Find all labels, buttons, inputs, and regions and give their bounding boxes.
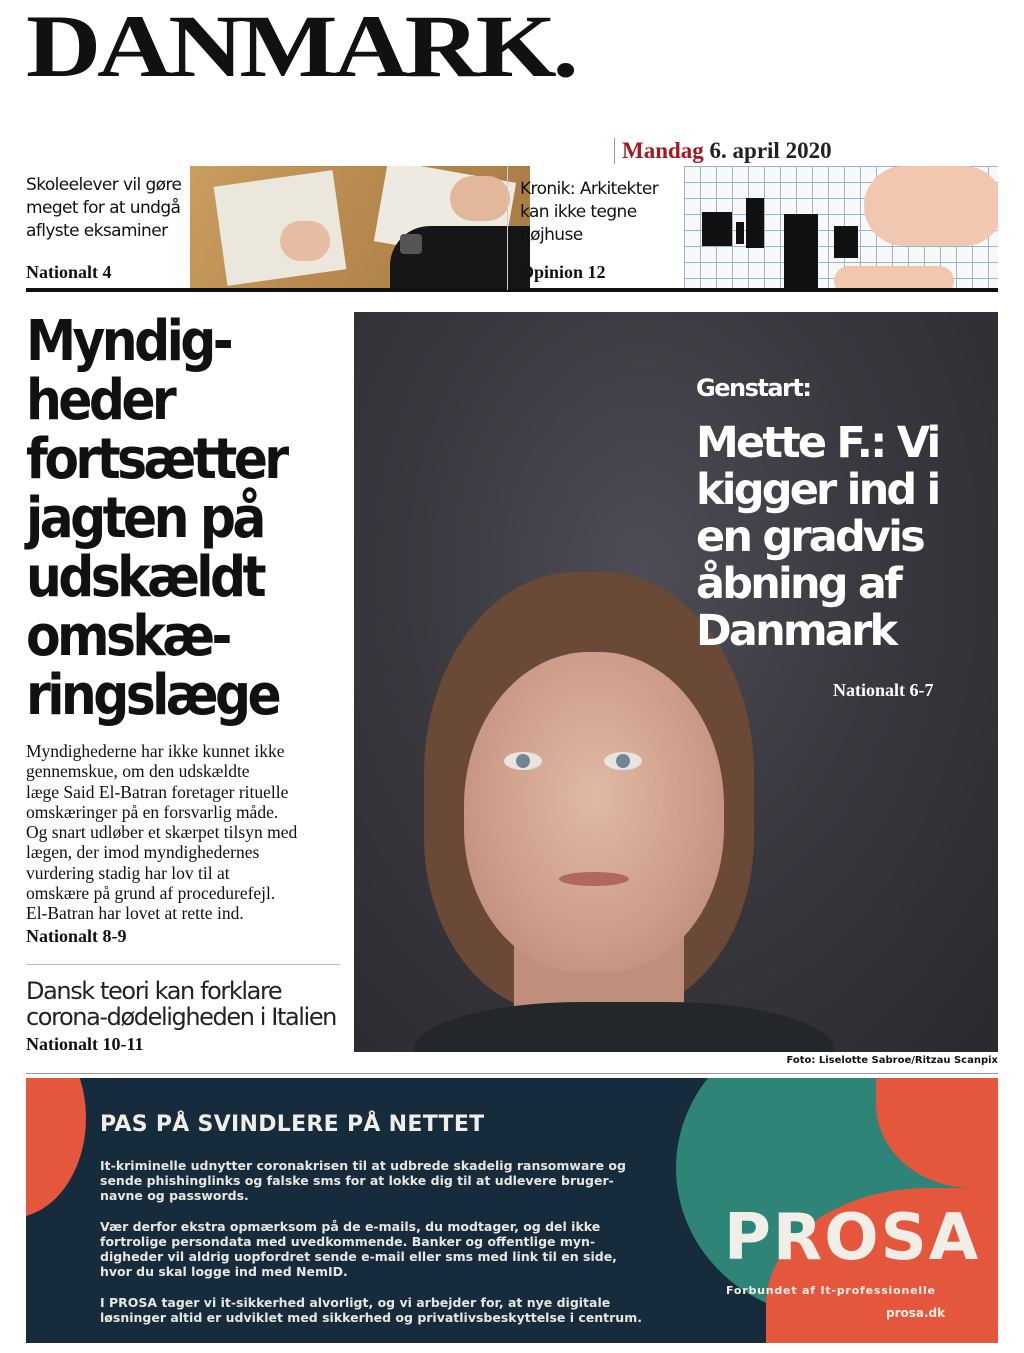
body-line: Myndighederne har ikke kunnet ikke: [26, 741, 285, 761]
ad-title: PAS PÅ SVINDLERE PÅ NETTET: [100, 1112, 485, 1137]
dateline: [614, 138, 832, 164]
photo-headline-line: Mette F.: Vi: [696, 418, 939, 468]
body-line: lægen, der imod myndighedernes: [26, 842, 260, 863]
image-building: [834, 226, 858, 258]
prosa-url-link[interactable]: prosa.dk: [886, 1306, 946, 1320]
teaser-strip: [26, 166, 998, 292]
body-line: gennemskue, om den udskældte: [26, 761, 250, 782]
teaser-line: kan ikke tegne: [520, 202, 637, 222]
ad-paragraph: [100, 1158, 640, 1203]
headline-line: Myndig-: [26, 309, 231, 374]
headline-line: omskæ-: [26, 604, 229, 669]
photo-jacket: [414, 1002, 834, 1052]
image-paper: [214, 170, 347, 286]
ad-paragraph: [100, 1219, 640, 1279]
body-line: omskæringer på en forsvarlig måde.: [26, 801, 279, 822]
ad-shape: [26, 1078, 86, 1218]
lead-ref: Nationalt 8-9: [26, 926, 127, 946]
image-building: [702, 212, 732, 246]
image-watch: [400, 234, 422, 254]
photo-eye: [504, 752, 542, 770]
secondary-headline[interactable]: [26, 978, 346, 1030]
section-divider: [26, 964, 340, 965]
teaser-architects-text[interactable]: [520, 178, 680, 247]
teaser-exams-ref: Nationalt 4: [26, 262, 112, 282]
photo-story-ref: Nationalt 6-7: [833, 680, 934, 700]
teaser-divider: [507, 166, 508, 290]
secondary-ref: Nationalt 10-11: [26, 1034, 144, 1054]
prosa-logo[interactable]: PROSA: [724, 1201, 981, 1275]
photo-mouth: [559, 872, 629, 886]
body-line: Og snart udløber et skærpet tilsyn med: [26, 822, 298, 843]
body-line: vurdering stadig har lov til at: [26, 862, 230, 883]
photo-headline-line: kigger ind i: [696, 465, 939, 515]
teaser-exams-image[interactable]: [190, 166, 530, 288]
secondary-line: Dansk teori kan forklare: [26, 977, 282, 1005]
teaser-line: Kronik: Arkitekter: [520, 179, 659, 199]
ad-paragraph: [100, 1295, 640, 1325]
body-line: El-Batran har lovet at rette ind.: [26, 903, 244, 924]
teaser-exams-text[interactable]: [26, 174, 191, 243]
teaser-line: meget for at undgå: [26, 198, 181, 218]
ad-line: Vær derfor ekstra opmærksom på de e-mails, du modtager, og del ikke: [100, 1219, 601, 1234]
lead-body: [26, 741, 326, 924]
teaser-line: højhuse: [520, 225, 583, 245]
headline-line: ringslæge: [26, 663, 279, 728]
secondary-line: corona-dødeligheden i Italien: [26, 1003, 336, 1031]
teaser-line: Skoleelever vil gøre: [26, 175, 182, 195]
headline-line: heder: [26, 368, 174, 433]
teaser-architects-image[interactable]: [684, 166, 998, 288]
ad-line: løsninger altid er udviklet med sikkerhed og privatlivsbeskyttelse i centrum.: [100, 1310, 642, 1325]
image-hand: [834, 266, 954, 288]
photo-credit: Foto: Liselotte Sabroe/Ritzau Scanpix: [786, 1055, 998, 1066]
image-building: [736, 222, 744, 244]
photo-face: [464, 652, 724, 972]
headline-line: jagten på: [26, 486, 263, 551]
photo-story-headline[interactable]: [696, 420, 996, 655]
image-building: [746, 198, 764, 248]
ad-line: I PROSA tager vi it-sikkerhed alvorligt, og vi arbejder for, at nye digitale: [100, 1295, 611, 1310]
photo-headline-line: en gradvis: [696, 512, 923, 562]
image-building: [784, 214, 818, 288]
teaser-architects-ref: Opinion 12: [520, 262, 606, 282]
image-hand: [450, 176, 510, 221]
photo-eye: [604, 752, 642, 770]
teaser-line: aflyste eksaminer: [26, 221, 168, 241]
dateline-date: 6. april 2020: [709, 138, 832, 163]
photo-headline-line: Danmark: [696, 606, 896, 656]
photo-headline-line: åbning af: [696, 559, 901, 609]
ad-line: It-kriminelle udnytter coronakrisen til at udbrede skadelig ransomware og: [100, 1158, 626, 1173]
ad-line: navne og passwords.: [100, 1188, 249, 1203]
dateline-day: Mandag: [622, 138, 704, 163]
photo-story-kicker: Genstart:: [696, 374, 811, 402]
masthead[interactable]: DANMARK.: [26, 0, 575, 96]
ad-divider: [26, 1073, 998, 1074]
ad-line: digheder vil aldrig uopfordret sende e-mail eller sms med link til en side,: [100, 1249, 617, 1264]
body-line: læge Said El-Batran foretager rituelle: [26, 781, 289, 802]
image-hand: [864, 166, 998, 246]
ad-line: sende phishinglinks og falske sms for at lokke dig til at udlevere bruger-: [100, 1173, 614, 1188]
headline-line: fortsætter: [26, 427, 286, 492]
image-hand: [280, 221, 330, 261]
headline-line: udskældt: [26, 545, 263, 610]
ad-line: fortrolige persondata med uvedkommende. Banker og offentlige myn-: [100, 1234, 596, 1249]
advertisement[interactable]: [26, 1078, 998, 1343]
lead-headline[interactable]: [26, 309, 314, 728]
ad-line: hvor du skal logge ind med NemID.: [100, 1264, 348, 1279]
body-line: omskære på grund af procedurefejl.: [26, 883, 276, 904]
prosa-tagline: Forbundet af It-professionelle: [726, 1284, 936, 1297]
